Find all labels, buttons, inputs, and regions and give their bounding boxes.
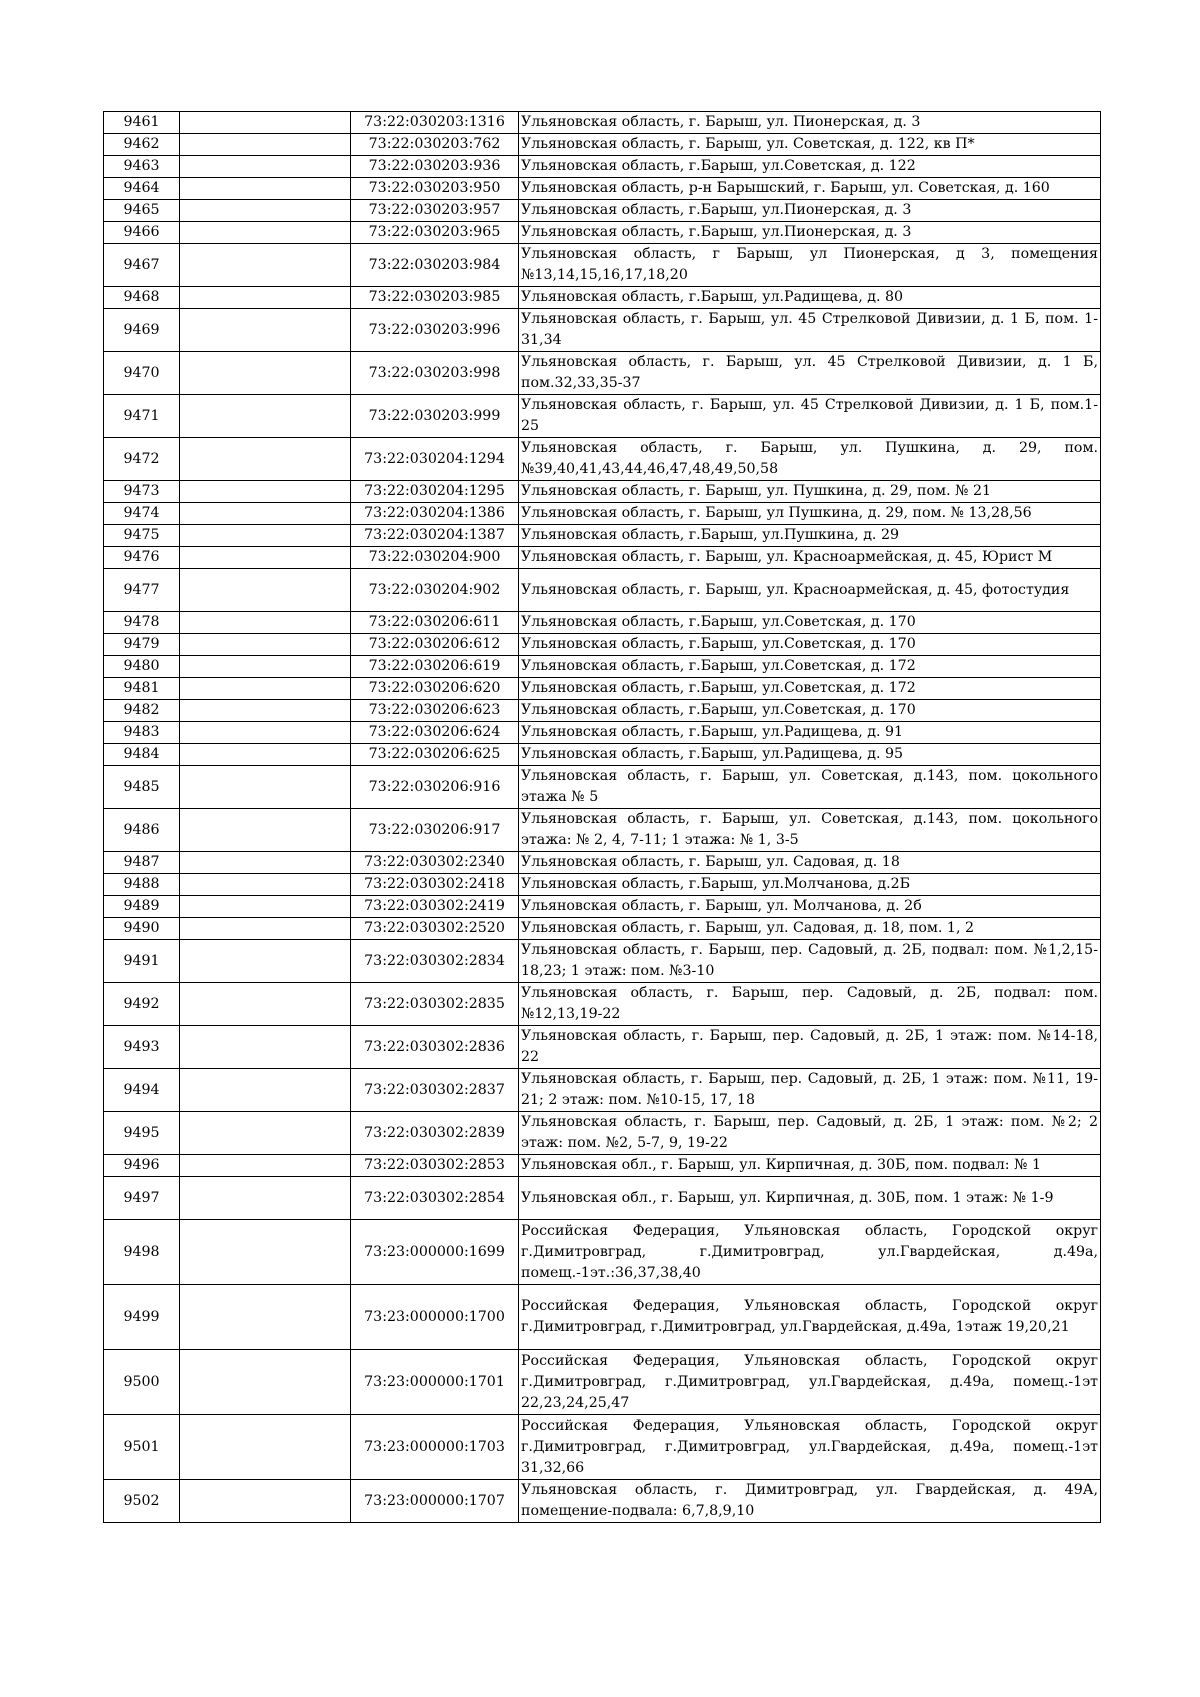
row-number-cell: 9478 (104, 612, 180, 634)
owner-cell (180, 874, 351, 896)
table-row (104, 852, 1101, 874)
registry-table-body (104, 112, 1101, 1523)
row-number-cell: 9481 (104, 678, 180, 700)
address-cell: Ульяновская область, г. Барыш, ул. Красноармейская, д. 45, фотостудия (519, 569, 1101, 612)
table-row (104, 722, 1101, 744)
row-number-cell: 9477 (104, 569, 180, 612)
owner-cell (180, 1480, 351, 1523)
address-cell: Ульяновская область, г.Барыш, ул.Советская, д. 170 (519, 634, 1101, 656)
address-cell: Ульяновская область, г. Барыш, ул. Пионерская, д. 3 (519, 112, 1101, 134)
table-row (104, 678, 1101, 700)
cadastral-number-cell: 73:22:030204:1387 (351, 525, 519, 547)
cadastral-number-cell: 73:22:030204:902 (351, 569, 519, 612)
table-row (104, 569, 1101, 612)
address-cell: Ульяновская область, г. Барыш, ул. Молчанова, д. 2б (519, 896, 1101, 918)
table-row (104, 1350, 1101, 1415)
cadastral-number-cell: 73:22:030203:998 (351, 352, 519, 395)
row-number-cell: 9501 (104, 1415, 180, 1480)
cadastral-number-cell: 73:22:030204:1294 (351, 438, 519, 481)
owner-cell (180, 1285, 351, 1350)
owner-cell (180, 1026, 351, 1069)
owner-cell (180, 309, 351, 352)
owner-cell (180, 700, 351, 722)
address-cell: Ульяновская область, г.Барыш, ул.Пионерская, д. 3 (519, 200, 1101, 222)
cadastral-number-cell: 73:22:030206:625 (351, 744, 519, 766)
address-cell: Российская Федерация, Ульяновская область, Городской округ г.Димитровград, г.Димитровград, ул.Гвардейская, д.49а, помещ.-1эт 22,23,24,25,47 (519, 1350, 1101, 1415)
row-number-cell: 9493 (104, 1026, 180, 1069)
address-cell: Ульяновская область, г. Барыш, ул. Садовая, д. 18, пом. 1, 2 (519, 918, 1101, 940)
cadastral-number-cell: 73:22:030302:2836 (351, 1026, 519, 1069)
address-cell: Ульяновская область, г. Барыш, ул. Пушкина, д. 29, пом. № 21 (519, 481, 1101, 503)
row-number-cell: 9486 (104, 809, 180, 852)
address-cell: Ульяновская область, г.Барыш, ул.Радищева, д. 80 (519, 287, 1101, 309)
cadastral-number-cell: 73:22:030203:999 (351, 395, 519, 438)
row-number-cell: 9471 (104, 395, 180, 438)
row-number-cell: 9473 (104, 481, 180, 503)
address-cell: Ульяновская область, г.Барыш, ул.Советская, д. 172 (519, 678, 1101, 700)
address-cell: Ульяновская область, г.Барыш, ул.Радищева, д. 95 (519, 744, 1101, 766)
owner-cell (180, 678, 351, 700)
address-cell: Ульяновская область, г Барыш, ул Пионерская, д 3, помещения №13,14,15,16,17,18,20 (519, 244, 1101, 287)
row-number-cell: 9497 (104, 1177, 180, 1220)
row-number-cell: 9487 (104, 852, 180, 874)
row-number-cell: 9495 (104, 1112, 180, 1155)
cadastral-number-cell: 73:22:030302:2419 (351, 896, 519, 918)
address-cell: Ульяновская область, г.Барыш, ул.Советская, д. 170 (519, 700, 1101, 722)
address-cell: Ульяновская область, г. Барыш, ул. Советская, д.143, пом. цокольного этажа: № 2, 4, 7-11; 1 этажа: № 1, 3-5 (519, 809, 1101, 852)
cadastral-number-cell: 73:22:030204:900 (351, 547, 519, 569)
row-number-cell: 9500 (104, 1350, 180, 1415)
owner-cell (180, 547, 351, 569)
table-row (104, 983, 1101, 1026)
cadastral-number-cell: 73:22:030203:1316 (351, 112, 519, 134)
owner-cell (180, 352, 351, 395)
row-number-cell: 9474 (104, 503, 180, 525)
cadastral-number-cell: 73:23:000000:1699 (351, 1220, 519, 1285)
row-number-cell: 9465 (104, 200, 180, 222)
table-row (104, 395, 1101, 438)
cadastral-number-cell: 73:22:030302:2854 (351, 1177, 519, 1220)
row-number-cell: 9488 (104, 874, 180, 896)
cadastral-number-cell: 73:22:030302:2834 (351, 940, 519, 983)
table-row (104, 287, 1101, 309)
address-cell: Ульяновская область, г.Барыш, ул.Советская, д. 170 (519, 612, 1101, 634)
address-cell: Ульяновская область, г. Барыш, ул. Садовая, д. 18 (519, 852, 1101, 874)
cadastral-number-cell: 73:22:030206:619 (351, 656, 519, 678)
row-number-cell: 9483 (104, 722, 180, 744)
cadastral-number-cell: 73:23:000000:1703 (351, 1415, 519, 1480)
owner-cell (180, 1415, 351, 1480)
row-number-cell: 9469 (104, 309, 180, 352)
address-cell: Ульяновская область, г.Барыш, ул.Радищева, д. 91 (519, 722, 1101, 744)
table-row (104, 1220, 1101, 1285)
owner-cell (180, 156, 351, 178)
table-row (104, 1285, 1101, 1350)
owner-cell (180, 634, 351, 656)
table-row (104, 634, 1101, 656)
address-cell: Ульяновская обл., г. Барыш, ул. Кирпичная, д. 30Б, пом. 1 этаж: № 1-9 (519, 1177, 1101, 1220)
cadastral-number-cell: 73:22:030206:623 (351, 700, 519, 722)
address-cell: Ульяновская область, г. Барыш, пер. Садовый, д. 2Б, 1 этаж: пом. №11, 19-21; 2 этаж: пом. №10-15, 17, 18 (519, 1069, 1101, 1112)
address-cell: Ульяновская область, р-н Барышский, г. Барыш, ул. Советская, д. 160 (519, 178, 1101, 200)
table-row (104, 1112, 1101, 1155)
cadastral-number-cell: 73:22:030203:950 (351, 178, 519, 200)
address-cell: Российская Федерация, Ульяновская область, Городской округ г.Димитровград, г.Димитровград, ул.Гвардейская, д.49а, помещ.-1эт 31,32,66 (519, 1415, 1101, 1480)
row-number-cell: 9475 (104, 525, 180, 547)
row-number-cell: 9502 (104, 1480, 180, 1523)
row-number-cell: 9463 (104, 156, 180, 178)
row-number-cell: 9485 (104, 766, 180, 809)
table-row (104, 156, 1101, 178)
row-number-cell: 9490 (104, 918, 180, 940)
owner-cell (180, 244, 351, 287)
row-number-cell: 9464 (104, 178, 180, 200)
address-cell: Ульяновская область, г. Барыш, ул. Красноармейская, д. 45, Юрист М (519, 547, 1101, 569)
owner-cell (180, 612, 351, 634)
row-number-cell: 9468 (104, 287, 180, 309)
address-cell: Ульяновская область, г. Барыш, пер. Садовый, д. 2Б, 1 этаж: пом. №14-18, 22 (519, 1026, 1101, 1069)
table-row (104, 200, 1101, 222)
cadastral-number-cell: 73:22:030302:2340 (351, 852, 519, 874)
address-cell: Ульяновская область, г. Барыш, пер. Садовый, д. 2Б, подвал: пом. №12,13,19-22 (519, 983, 1101, 1026)
address-cell: Ульяновская область, г. Барыш, пер. Садовый, д. 2Б, 1 этаж: пом. №2; 2 этаж: пом. №2, 5-7, 9, 19-22 (519, 1112, 1101, 1155)
owner-cell (180, 656, 351, 678)
table-row (104, 178, 1101, 200)
address-cell: Ульяновская область, г. Барыш, ул. 45 Стрелковой Дивизии, д. 1 Б, пом.32,33,35-37 (519, 352, 1101, 395)
row-number-cell: 9498 (104, 1220, 180, 1285)
table-row (104, 244, 1101, 287)
cadastral-number-cell: 73:22:030302:2418 (351, 874, 519, 896)
owner-cell (180, 1069, 351, 1112)
table-row (104, 1026, 1101, 1069)
address-cell: Ульяновская область, г. Барыш, ул Пушкина, д. 29, пом. № 13,28,56 (519, 503, 1101, 525)
table-row (104, 896, 1101, 918)
owner-cell (180, 940, 351, 983)
address-cell: Ульяновская область, г. Барыш, ул. Советская, д.143, пом. цокольного этажа № 5 (519, 766, 1101, 809)
row-number-cell: 9467 (104, 244, 180, 287)
cadastral-number-cell: 73:22:030302:2837 (351, 1069, 519, 1112)
cadastral-number-cell: 73:22:030203:984 (351, 244, 519, 287)
cadastral-number-cell: 73:22:030206:612 (351, 634, 519, 656)
table-row (104, 700, 1101, 722)
owner-cell (180, 569, 351, 612)
row-number-cell: 9470 (104, 352, 180, 395)
cadastral-number-cell: 73:22:030206:611 (351, 612, 519, 634)
address-cell: Ульяновская область, г. Барыш, ул. 45 Стрелковой Дивизии, д. 1 Б, пом. 1-31,34 (519, 309, 1101, 352)
address-cell: Ульяновская область, г. Барыш, ул. Советская, д. 122, кв П* (519, 134, 1101, 156)
cadastral-number-cell: 73:22:030203:985 (351, 287, 519, 309)
address-cell: Ульяновская обл., г. Барыш, ул. Кирпичная, д. 30Б, пом. подвал: № 1 (519, 1155, 1101, 1177)
table-row (104, 134, 1101, 156)
cadastral-number-cell: 73:22:030206:917 (351, 809, 519, 852)
cadastral-number-cell: 73:23:000000:1701 (351, 1350, 519, 1415)
cadastral-number-cell: 73:22:030203:762 (351, 134, 519, 156)
table-row (104, 112, 1101, 134)
document-page (103, 111, 1101, 1523)
table-row (104, 612, 1101, 634)
row-number-cell: 9484 (104, 744, 180, 766)
address-cell: Ульяновская область, г. Барыш, ул. 45 Стрелковой Дивизии, д. 1 Б, пом.1-25 (519, 395, 1101, 438)
cadastral-number-cell: 73:22:030204:1295 (351, 481, 519, 503)
owner-cell (180, 1177, 351, 1220)
address-cell: Ульяновская область, г.Барыш, ул.Советская, д. 172 (519, 656, 1101, 678)
owner-cell (180, 178, 351, 200)
row-number-cell: 9462 (104, 134, 180, 156)
table-row (104, 309, 1101, 352)
address-cell: Российская Федерация, Ульяновская область, Городской округ г.Димитровград, г.Димитровград, ул.Гвардейская, д.49а, помещ.-1эт.:36,37,38,40 (519, 1220, 1101, 1285)
table-row (104, 766, 1101, 809)
table-row (104, 503, 1101, 525)
row-number-cell: 9491 (104, 940, 180, 983)
row-number-cell: 9472 (104, 438, 180, 481)
row-number-cell: 9499 (104, 1285, 180, 1350)
address-cell: Ульяновская область, г. Димитровград, ул. Гвардейская, д. 49А, помещение-подвала: 6,7,8,9,10 (519, 1480, 1101, 1523)
owner-cell (180, 438, 351, 481)
table-row (104, 874, 1101, 896)
cadastral-number-cell: 73:22:030203:996 (351, 309, 519, 352)
address-cell: Ульяновская область, г. Барыш, пер. Садовый, д. 2Б, подвал: пом. №1,2,15-18,23; 1 этаж: пом. №3-10 (519, 940, 1101, 983)
row-number-cell: 9476 (104, 547, 180, 569)
owner-cell (180, 481, 351, 503)
address-cell: Ульяновская область, г.Барыш, ул.Советская, д. 122 (519, 156, 1101, 178)
owner-cell (180, 1155, 351, 1177)
cadastral-number-cell: 73:22:030206:916 (351, 766, 519, 809)
owner-cell (180, 983, 351, 1026)
cadastral-number-cell: 73:23:000000:1707 (351, 1480, 519, 1523)
owner-cell (180, 112, 351, 134)
row-number-cell: 9496 (104, 1155, 180, 1177)
cadastral-number-cell: 73:23:000000:1700 (351, 1285, 519, 1350)
table-row (104, 1069, 1101, 1112)
address-cell: Ульяновская область, г.Барыш, ул.Пионерская, д. 3 (519, 222, 1101, 244)
owner-cell (180, 222, 351, 244)
table-row (104, 1155, 1101, 1177)
table-row (104, 809, 1101, 852)
table-row (104, 1415, 1101, 1480)
row-number-cell: 9461 (104, 112, 180, 134)
table-row (104, 438, 1101, 481)
owner-cell (180, 852, 351, 874)
cadastral-number-cell: 73:22:030206:620 (351, 678, 519, 700)
owner-cell (180, 744, 351, 766)
address-cell: Ульяновская область, г. Барыш, ул. Пушкина, д. 29, пом. №39,40,41,43,44,46,47,48,49,50,58 (519, 438, 1101, 481)
table-row (104, 1480, 1101, 1523)
owner-cell (180, 503, 351, 525)
cadastral-number-cell: 73:22:030302:2835 (351, 983, 519, 1026)
owner-cell (180, 1112, 351, 1155)
cadastral-number-cell: 73:22:030302:2839 (351, 1112, 519, 1155)
owner-cell (180, 896, 351, 918)
table-row (104, 918, 1101, 940)
cadastral-number-cell: 73:22:030204:1386 (351, 503, 519, 525)
cadastral-number-cell: 73:22:030203:936 (351, 156, 519, 178)
row-number-cell: 9466 (104, 222, 180, 244)
owner-cell (180, 134, 351, 156)
row-number-cell: 9489 (104, 896, 180, 918)
row-number-cell: 9494 (104, 1069, 180, 1112)
owner-cell (180, 918, 351, 940)
row-number-cell: 9482 (104, 700, 180, 722)
cadastral-number-cell: 73:22:030203:957 (351, 200, 519, 222)
owner-cell (180, 395, 351, 438)
cadastral-number-cell: 73:22:030203:965 (351, 222, 519, 244)
owner-cell (180, 200, 351, 222)
table-row (104, 352, 1101, 395)
owner-cell (180, 722, 351, 744)
owner-cell (180, 287, 351, 309)
cadastral-number-cell: 73:22:030302:2520 (351, 918, 519, 940)
table-row (104, 1177, 1101, 1220)
table-row (104, 525, 1101, 547)
table-row (104, 656, 1101, 678)
owner-cell (180, 809, 351, 852)
address-cell: Российская Федерация, Ульяновская область, Городской округ г.Димитровград, г.Димитровград, ул.Гвардейская, д.49а, 1этаж 19,20,21 (519, 1285, 1101, 1350)
owner-cell (180, 525, 351, 547)
row-number-cell: 9492 (104, 983, 180, 1026)
address-cell: Ульяновская область, г.Барыш, ул.Молчанова, д.2Б (519, 874, 1101, 896)
table-row (104, 222, 1101, 244)
owner-cell (180, 1350, 351, 1415)
owner-cell (180, 1220, 351, 1285)
table-row (104, 744, 1101, 766)
row-number-cell: 9479 (104, 634, 180, 656)
cadastral-number-cell: 73:22:030302:2853 (351, 1155, 519, 1177)
table-row (104, 547, 1101, 569)
cadastral-number-cell: 73:22:030206:624 (351, 722, 519, 744)
owner-cell (180, 766, 351, 809)
table-row (104, 940, 1101, 983)
address-cell: Ульяновская область, г.Барыш, ул.Пушкина, д. 29 (519, 525, 1101, 547)
registry-table (103, 111, 1101, 1523)
row-number-cell: 9480 (104, 656, 180, 678)
table-row (104, 481, 1101, 503)
